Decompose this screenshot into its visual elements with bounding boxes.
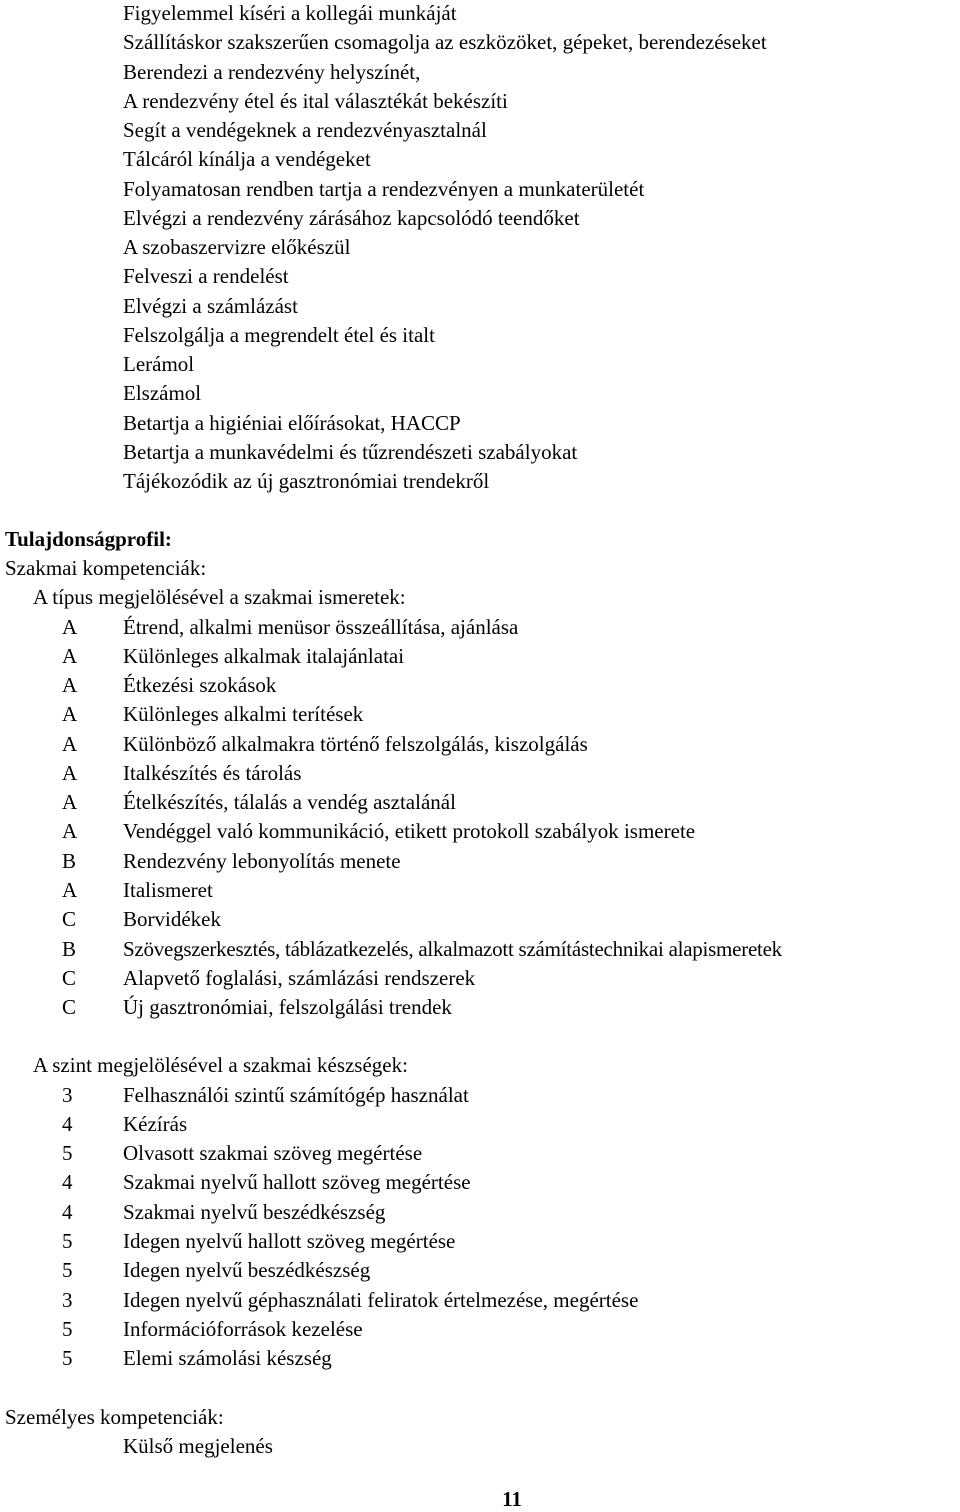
type-code: A: [62, 819, 78, 843]
level-code: 4: [62, 1170, 73, 1194]
task-item: Elvégzi a rendezvény zárásához kapcsolódó teendőket: [123, 205, 580, 230]
type-code: A: [62, 702, 78, 726]
item-text: Felhasználói szintű számítógép használat: [123, 1083, 469, 1107]
level-code: 4: [62, 1112, 73, 1136]
type-code: A: [62, 790, 78, 814]
task-item: Elszámol: [123, 381, 202, 406]
task-item: A szobaszervizre előkészül: [123, 235, 351, 259]
type-code: C: [62, 966, 77, 990]
level-code: 5: [62, 1346, 73, 1370]
level-code: 4: [62, 1200, 73, 1224]
level-code: 5: [62, 1317, 73, 1341]
item-text: Kézírás: [123, 1112, 188, 1136]
type-code: A: [62, 673, 78, 697]
type-code: A: [62, 615, 78, 639]
personal-competency-item: Külső megjelenés: [123, 1434, 273, 1458]
page-number: 11: [502, 1487, 522, 1511]
task-item: Tálcáról kínálja a vendégeket: [123, 147, 371, 172]
item-text: Vendéggel való kommunikáció, etikett protokoll szabályok ismerete: [123, 819, 696, 843]
task-item: A rendezvény étel és ital választékát bekészíti: [123, 88, 508, 113]
level-code: 5: [62, 1229, 73, 1253]
profile-heading: Tulajdonságprofil:: [5, 527, 172, 551]
professional-competencies-label: Szakmai kompetenciák:: [5, 556, 207, 580]
type-code: A: [62, 878, 78, 902]
item-text: Idegen nyelvű beszédkészség: [123, 1258, 371, 1282]
item-text: Különleges alkalmak italajánlatai: [123, 644, 405, 668]
item-text: Különböző alkalmakra történő felszolgálás, kiszolgálás: [123, 732, 588, 756]
type-code: A: [62, 644, 78, 668]
skills-label: A szint megjelölésével a szakmai készségek:: [33, 1053, 408, 1077]
task-list: [123, 1, 767, 498]
item-text: Különleges alkalmi terítések: [123, 702, 364, 726]
item-text: Új gasztronómiai, felszolgálási trendek: [123, 995, 452, 1019]
item-text: Étrend, alkalmi menüsor összeállítása, ajánlása: [123, 615, 519, 639]
level-code: 5: [62, 1258, 73, 1282]
item-text: Idegen nyelvű géphasználati feliratok értelmezése, megértése: [123, 1288, 639, 1312]
task-item: Betartja a higiéniai előírásokat, HACCP: [123, 410, 461, 435]
item-text: Olvasott szakmai szöveg megértése: [123, 1141, 423, 1165]
item-text: Idegen nyelvű hallott szöveg megértése: [123, 1229, 456, 1253]
knowledge-label: A típus megjelölésével a szakmai ismeretek:: [33, 585, 406, 609]
item-text: Borvidékek: [123, 907, 221, 931]
item-text: Ételkészítés, tálalás a vendég asztalánál: [123, 790, 456, 814]
task-item: Felveszi a rendelést: [123, 264, 289, 289]
type-code: C: [62, 995, 77, 1019]
task-item: Tájékozódik az új gasztronómiai trendekről: [123, 469, 490, 493]
task-item: Elvégzi a számlázást: [123, 293, 298, 318]
item-text: Szakmai nyelvű beszédkészség: [123, 1200, 386, 1224]
level-code: 3: [62, 1083, 73, 1107]
item-text: Információforrások kezelése: [123, 1317, 363, 1341]
task-item: Betartja a munkavédelmi és tűzrendészeti szabályokat: [123, 439, 578, 464]
item-text: Alapvető foglalási, számlázási rendszerek: [123, 966, 476, 990]
type-code: C: [62, 907, 77, 931]
item-text: Italismeret: [123, 878, 213, 902]
item-text: Italkészítés és tárolás: [123, 761, 302, 785]
task-item: Felszolgálja a megrendelt étel és italt: [123, 322, 435, 347]
type-code: A: [62, 732, 78, 756]
item-text: Elemi számolási készség: [123, 1346, 332, 1370]
item-text: Szakmai nyelvű hallott szöveg megértése: [123, 1170, 471, 1194]
type-code: B: [62, 849, 77, 873]
personal-competencies-label: Személyes kompetenciák:: [5, 1405, 224, 1429]
item-text: Rendezvény lebonyolítás menete: [123, 849, 401, 873]
type-code: B: [62, 937, 77, 961]
task-item: Szállításkor szakszerűen csomagolja az eszközöket, gépeket, berendezéseket: [123, 30, 767, 55]
type-code: A: [62, 761, 78, 785]
item-text: Szövegszerkesztés, táblázatkezelés, alkalmazott számítástechnikai alapismeretek: [123, 937, 782, 961]
item-text: Étkezési szokások: [123, 673, 277, 697]
level-code: 3: [62, 1288, 73, 1312]
task-item: Folyamatosan rendben tartja a rendezvényen a munkaterületét: [123, 176, 645, 201]
task-item: Figyelemmel kíséri a kollegái munkáját: [123, 1, 457, 25]
level-code: 5: [62, 1141, 73, 1165]
task-item: Segít a vendégeknek a rendezvényasztalnál: [123, 118, 487, 142]
task-item: Lerámol: [123, 352, 195, 376]
task-item: Berendezi a rendezvény helyszínét,: [123, 59, 421, 84]
